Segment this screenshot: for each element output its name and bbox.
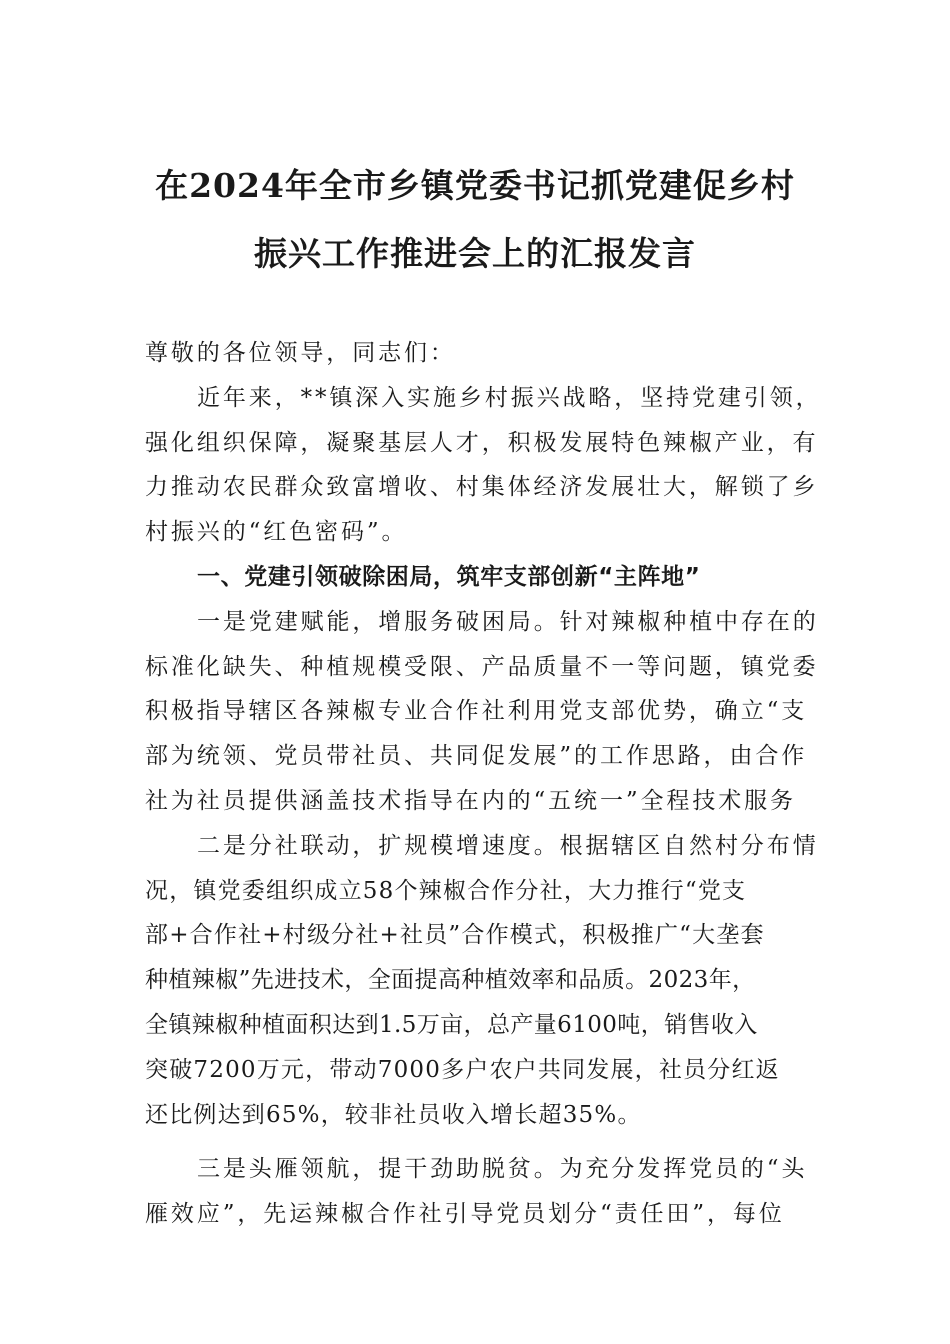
- paragraph-spacer: [145, 1137, 817, 1147]
- para2-line-2: 况，镇党委组织成立58个辣椒合作分社，大力推行“党支: [145, 877, 747, 904]
- para2-line-1: 二是分社联动，扩规模增速度。根据辖区自然村分布情: [197, 832, 819, 859]
- salutation: 尊敬的各位领导，同志们：: [145, 340, 456, 366]
- intro-line-2: 强化组织保障，凝聚基层人才，积极发展特色辣椒产业，有: [145, 429, 819, 456]
- para2-line-4: 种植辣椒”先进技术，全面提高种植效率和品质。2023年，: [145, 967, 756, 994]
- para1-line-1: 一是党建赋能，增服务破困局。针对辣椒种植中存在的: [197, 608, 819, 635]
- para2-line-6: 突破7200万元，带动7000多户农户共同发展，社员分红返: [145, 1056, 780, 1083]
- intro-line-1: 近年来，**镇深入实施乡村振兴战略，坚持党建引领，: [197, 384, 822, 411]
- intro-line-3: 力推动农民群众致富增收、村集体经济发展壮大，解锁了乡: [145, 474, 819, 501]
- document-title-line-1: 在2024年全市乡镇党委书记抓党建促乡村: [155, 166, 795, 205]
- para2-line-7: 还比例达到65%，较非社员收入增长超35%。: [145, 1101, 642, 1128]
- para3-line-1: 三是头雁领航，提干劲助脱贫。为充分发挥党员的“头: [197, 1156, 808, 1183]
- para1-line-4: 部为统领、党员带社员、共同促发展”的工作思路，由合作: [145, 743, 808, 770]
- para1-line-3: 积极指导辖区各辣椒专业合作社利用党支部优势，确立“支: [145, 698, 808, 725]
- document-body: [145, 331, 822, 1237]
- para2-line-5: 全镇辣椒种植面积达到1.5万亩，总产量6100吨，销售收入: [145, 1011, 758, 1038]
- para2-line-3: 部+合作社+村级分社+社员”合作模式，积极推广“大垄套: [145, 922, 765, 949]
- document-title-line-2: 振兴工作推进会上的汇报发言: [254, 234, 696, 273]
- para3-line-2: 雁效应”，先运辣椒合作社引导党员划分“责任田”，每位: [145, 1201, 785, 1228]
- para1-line-5: 社为社员提供涵盖技术指导在内的“五统一”全程技术服务: [145, 787, 796, 814]
- section-heading-1: 一、党建引领破除困局，筑牢支部创新“主阵地”: [197, 563, 701, 590]
- intro-line-4: 村振兴的“红色密码”。: [145, 519, 408, 546]
- para1-line-2: 标准化缺失、种植规模受限、产品质量不一等问题，镇党委: [145, 653, 819, 680]
